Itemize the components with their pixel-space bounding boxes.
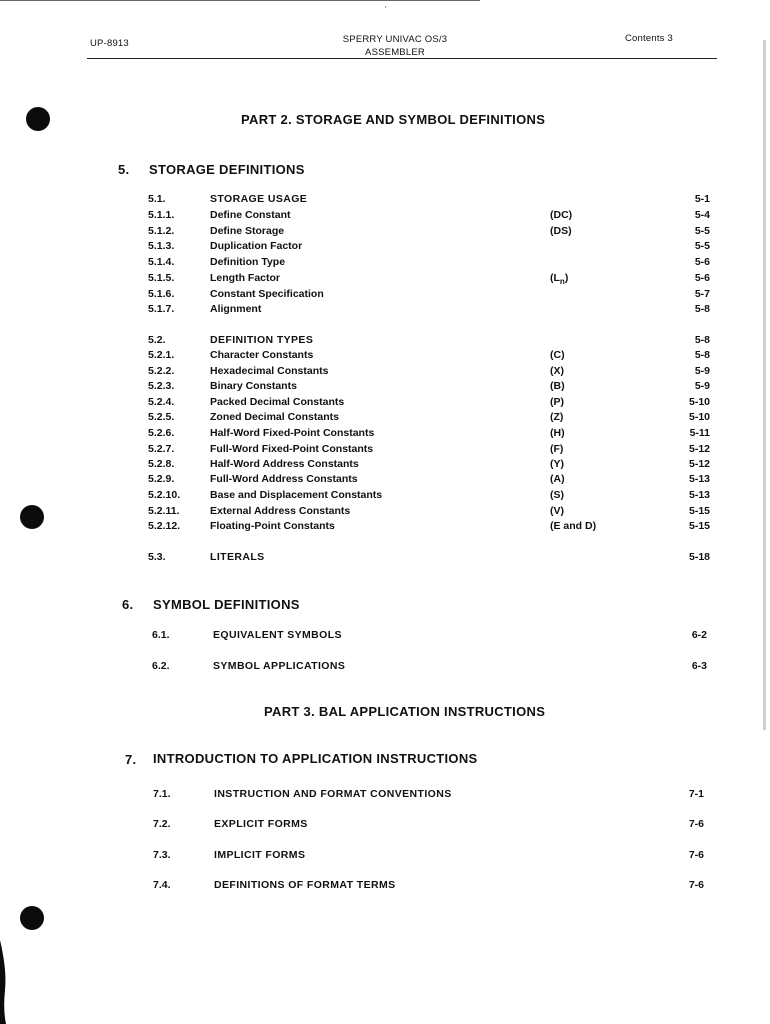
toc-entry-page: 5-18 <box>688 551 710 563</box>
toc-entry <box>0 334 770 350</box>
toc-entry <box>0 458 770 474</box>
scan-left-edge <box>0 940 8 1024</box>
section7-title: INTRODUCTION TO APPLICATION INSTRUCTIONS <box>153 751 478 766</box>
toc-entry <box>0 225 770 241</box>
page-label: Contents 3 <box>625 33 673 44</box>
toc-entry-number: 5.2.12. <box>148 520 181 532</box>
toc-entry <box>0 427 770 443</box>
toc-entry-code <box>550 380 565 392</box>
toc-entry-code-text: (DS) <box>550 225 572 237</box>
toc-entry-title: Zoned Decimal Constants <box>210 411 339 423</box>
toc-entry <box>0 209 770 225</box>
section5-title: STORAGE DEFINITIONS <box>149 162 305 177</box>
toc-entry-number: 7.1. <box>153 788 171 800</box>
running-title <box>300 33 490 59</box>
toc-entry-title: Duplication Factor <box>210 240 303 252</box>
toc-entry <box>0 303 770 319</box>
toc-entry-code <box>550 272 568 286</box>
scan-mark: ′ <box>385 5 387 14</box>
toc-entry <box>0 660 770 676</box>
toc-entry-number: 5.2.10. <box>148 489 181 501</box>
toc-entry <box>0 505 770 521</box>
toc-entry-code <box>550 473 565 485</box>
toc-entry-title: Full-Word Fixed-Point Constants <box>210 443 374 455</box>
part2-heading: PART 2. STORAGE AND SYMBOL DEFINITIONS <box>241 112 546 127</box>
toc-entry-code <box>550 411 563 423</box>
toc-entry-number: 5.1. <box>148 193 166 205</box>
toc-entry-page: 5-12 <box>688 443 710 455</box>
toc-entry-title: Define Storage <box>210 225 285 237</box>
doc-number: UP-8913 <box>90 38 129 49</box>
toc-entry-number: 5.3. <box>148 551 166 563</box>
section5-number: 5. <box>118 162 130 177</box>
toc-entry-code-text: (P) <box>550 396 564 408</box>
toc-entry-code-text: (Z) <box>550 411 564 423</box>
toc-entry-title: DEFINITION TYPES <box>210 334 314 346</box>
toc-entry <box>0 349 770 365</box>
toc-entry <box>0 272 770 288</box>
toc-entry-code-text: (A) <box>550 473 565 485</box>
toc-entry-number: 5.2.2. <box>148 365 175 377</box>
binder-hole-bottom <box>20 906 44 930</box>
toc-entry-number: 5.1.5. <box>148 272 175 284</box>
toc-entry-code-end: ) <box>564 272 569 284</box>
toc-entry-code-text: (X) <box>550 365 564 377</box>
toc-entry-page: 5-9 <box>694 365 710 377</box>
toc-entry-code-text: (Y) <box>550 458 564 470</box>
toc-entry-code-text: (L <box>550 272 560 284</box>
toc-entry-number: 5.2.9. <box>148 473 175 485</box>
toc-entry <box>0 365 770 381</box>
toc-entry-page: 7-6 <box>688 818 704 830</box>
toc-entry-page: 5-15 <box>688 520 710 532</box>
toc-entry-title: EQUIVALENT SYMBOLS <box>213 629 342 641</box>
part3-heading: PART 3. BAL APPLICATION INSTRUCTIONS <box>264 704 546 719</box>
toc-entry-page: 5-13 <box>688 473 710 485</box>
toc-entry-page: 5-5 <box>694 225 710 237</box>
toc-entry <box>0 256 770 272</box>
toc-entry-number: 5.1.7. <box>148 303 175 315</box>
toc-entry-number: 5.1.1. <box>148 209 175 221</box>
binder-hole-top <box>26 107 50 131</box>
toc-entry-number: 5.2.8. <box>148 458 175 470</box>
toc-entry-code <box>550 349 565 361</box>
toc-entry-number: 7.2. <box>153 818 171 830</box>
toc-entry-page: 5-15 <box>688 505 710 517</box>
toc-entry <box>0 788 770 804</box>
toc-entry-title: Floating-Point Constants <box>210 520 335 532</box>
section6-number: 6. <box>122 597 134 612</box>
toc-entry-title: Full-Word Address Constants <box>210 473 358 485</box>
toc-entry-number: 7.4. <box>153 879 171 891</box>
toc-entry-number: 5.2.6. <box>148 427 175 439</box>
toc-entry-page: 7-1 <box>688 788 704 800</box>
section6-title: SYMBOL DEFINITIONS <box>153 597 300 612</box>
toc-entry-code <box>550 427 565 439</box>
toc-entry <box>0 849 770 865</box>
toc-entry-code <box>550 209 572 221</box>
toc-entry-title: EXPLICIT FORMS <box>214 818 308 830</box>
toc-entry-title: SYMBOL APPLICATIONS <box>213 660 346 672</box>
toc-entry-title: Character Constants <box>210 349 314 361</box>
toc-entry-number: 5.2.3. <box>148 380 175 392</box>
toc-entry <box>0 443 770 459</box>
toc-entry-number: 5.1.4. <box>148 256 175 268</box>
toc-entry <box>0 396 770 412</box>
toc-entry-page: 5-10 <box>688 411 710 423</box>
header-rule <box>87 58 717 59</box>
toc-entry <box>0 520 770 536</box>
toc-entry-page: 5-13 <box>688 489 710 501</box>
toc-entry <box>0 193 770 209</box>
toc-entry-number: 5.2. <box>148 334 166 346</box>
toc-entry-page: 7-6 <box>688 879 704 891</box>
toc-entry-number: 5.2.11. <box>148 505 180 517</box>
section7-number: 7. <box>125 752 137 767</box>
toc-entry-number: 6.1. <box>152 629 170 641</box>
toc-entry-number: 7.3. <box>153 849 171 861</box>
toc-entry <box>0 629 770 645</box>
toc-entry-number: 5.2.1. <box>148 349 175 361</box>
toc-entry-title: External Address Constants <box>210 505 351 517</box>
toc-entry <box>0 473 770 489</box>
toc-entry <box>0 240 770 256</box>
toc-entry-code-text: (C) <box>550 349 565 361</box>
toc-entry-title: Alignment <box>210 303 262 315</box>
toc-entry <box>0 818 770 834</box>
toc-entry-code-text: (B) <box>550 380 565 392</box>
toc-entry <box>0 879 770 895</box>
toc-entry-code <box>550 443 563 455</box>
toc-entry-page: 5-6 <box>694 272 710 284</box>
toc-entry-title: Half-Word Fixed-Point Constants <box>210 427 375 439</box>
toc-entry-page: 5-8 <box>694 303 710 315</box>
toc-entry-page: 5-8 <box>694 349 710 361</box>
toc-entry-number: 5.1.3. <box>148 240 175 252</box>
toc-entry-code <box>550 225 572 237</box>
toc-entry-number: 6.2. <box>152 660 170 672</box>
toc-entry <box>0 411 770 427</box>
toc-entry <box>0 380 770 396</box>
toc-entry-page: 5-7 <box>694 288 710 300</box>
toc-entry-page: 5-12 <box>688 458 710 470</box>
toc-entry <box>0 551 770 567</box>
toc-entry-page: 5-4 <box>694 209 710 221</box>
toc-entry-code <box>550 505 564 517</box>
toc-entry-code-text: (E and D) <box>550 520 597 532</box>
toc-entry-title: Hexadecimal Constants <box>210 365 329 377</box>
toc-entry-code <box>550 396 564 408</box>
toc-entry-title: Packed Decimal Constants <box>210 396 345 408</box>
toc-entry-number: 5.2.7. <box>148 443 175 455</box>
toc-entry-number: 5.2.5. <box>148 411 175 423</box>
toc-entry-page: 5-8 <box>694 334 710 346</box>
toc-entry-code-text: (V) <box>550 505 564 517</box>
toc-entry-code <box>550 458 564 470</box>
toc-entry-number: 5.1.2. <box>148 225 175 237</box>
toc-entry-code-text: (S) <box>550 489 564 501</box>
toc-entry-code-text: (F) <box>550 443 564 455</box>
toc-entry-page: 5-1 <box>694 193 710 205</box>
toc-entry-number: 5.1.6. <box>148 288 175 300</box>
toc-entry-title: Half-Word Address Constants <box>210 458 359 470</box>
toc-entry-page: 6-3 <box>691 660 707 672</box>
toc-entry-title: Length Factor <box>210 272 280 284</box>
running-title-line1: SPERRY UNIVAC OS/3 <box>342 34 448 45</box>
toc-entry-title: DEFINITIONS OF FORMAT TERMS <box>214 879 396 891</box>
toc-entry-page: 7-6 <box>688 849 704 861</box>
toc-entry-title: Definition Type <box>210 256 286 268</box>
toc-entry-title: STORAGE USAGE <box>210 193 308 205</box>
toc-entry <box>0 288 770 304</box>
toc-entry-page: 5-10 <box>688 396 710 408</box>
toc-entry-code <box>550 365 564 377</box>
toc-entry <box>0 489 770 505</box>
toc-entry-title: IMPLICIT FORMS <box>214 849 306 861</box>
toc-entry-page: 5-6 <box>694 256 710 268</box>
toc-entry-title: Binary Constants <box>210 380 297 392</box>
running-title-line2: ASSEMBLER <box>365 47 425 58</box>
toc-entry-page: 6-2 <box>691 629 707 641</box>
toc-entry-title: Base and Displacement Constants <box>210 489 383 501</box>
toc-entry-code <box>550 520 596 532</box>
toc-entry-page: 5-5 <box>694 240 710 252</box>
toc-entry-code-subscript: n <box>559 277 565 287</box>
toc-entry-title: Define Constant <box>210 209 291 221</box>
toc-entry-title: Constant Specification <box>210 288 324 300</box>
toc-entry-page: 5-9 <box>694 380 710 392</box>
toc-entry-number: 5.2.4. <box>148 396 175 408</box>
scan-top-edge <box>0 0 480 1</box>
toc-entry-code-text: (H) <box>550 427 565 439</box>
toc-entry-code-text: (DC) <box>550 209 573 221</box>
toc-entry-code <box>550 489 564 501</box>
toc-entry-page: 5-11 <box>689 427 710 439</box>
toc-entry-title: LITERALS <box>210 551 265 563</box>
toc-entry-title: INSTRUCTION AND FORMAT CONVENTIONS <box>214 788 452 800</box>
